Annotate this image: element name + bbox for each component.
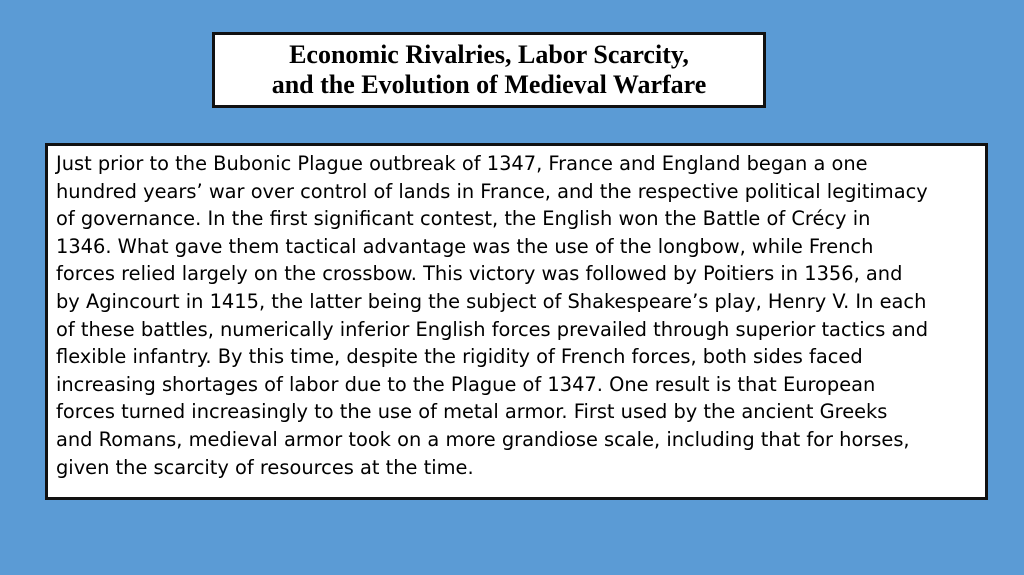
slide-body-text-box: [45, 143, 988, 500]
slide-title-box: [212, 32, 766, 108]
slide-title-line-2: and the Evolution of Medieval Warfare: [271, 70, 707, 99]
body-text-line: flexible infantry. By this time, despite the rigidity of French forces, both sides faced: [56, 345, 863, 369]
body-text-line: of these battles, numerically inferior English forces prevailed through superior tactics and: [56, 317, 929, 341]
body-text-line: increasing shortages of labor due to the Plague of 1347. One result is that European: [56, 372, 876, 396]
body-text-line: of governance. In the first significant contest, the English won the Battle of Crécy in: [56, 207, 871, 231]
body-text-line: and Romans, medieval armor took on a more grandiose scale, including that for horses,: [56, 427, 910, 451]
body-text-line: given the scarcity of resources at the time.: [56, 455, 474, 479]
body-text-line: forces relied largely on the crossbow. This victory was followed by Poitiers in 1356, and: [56, 262, 903, 286]
body-text-line: Just prior to the Bubonic Plague outbreak of 1347, France and England began a one: [56, 152, 868, 175]
body-text-line: by Agincourt in 1415, the latter being the subject of Shakespeare’s play, Henry V. In each: [56, 289, 927, 313]
slide-title-line-1: Economic Rivalries, Labor Scarcity,: [289, 40, 689, 69]
body-text-line: forces turned increasingly to the use of metal armor. First used by the ancient Greeks: [56, 400, 888, 424]
body-text-line: hundred years’ war over control of lands in France, and the respective political legitimacy: [56, 179, 928, 203]
body-text-line: 1346. What gave them tactical advantage was the use of the longbow, while French: [56, 234, 874, 258]
